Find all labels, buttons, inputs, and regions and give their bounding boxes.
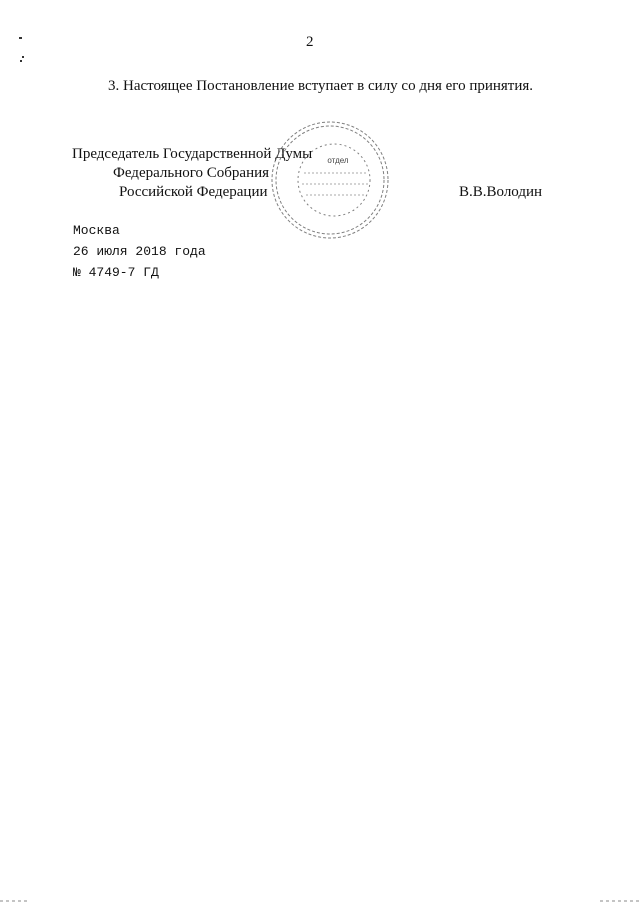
- signature-title-line-3: Российской Федерации: [119, 184, 268, 200]
- stamp-text: отдел: [327, 156, 349, 165]
- page-number: 2: [306, 34, 314, 50]
- scan-speck: [22, 56, 24, 58]
- scan-speck: [20, 60, 22, 62]
- signer-name: В.В.Володин: [459, 184, 543, 200]
- scan-edge-marks: [0, 899, 640, 903]
- scan-speck: [19, 37, 22, 39]
- city: Москва: [73, 223, 120, 238]
- document-number: № 4749-7 ГД: [73, 265, 159, 280]
- clause-text: 3. Настоящее Постановление вступает в силу со дня его принятия.: [108, 78, 534, 94]
- signature-title-line-1: Председатель Государственной Думы: [72, 146, 313, 162]
- date: 26 июля 2018 года: [73, 244, 206, 259]
- official-stamp: [268, 118, 392, 242]
- signature-title-line-2: Федерального Собрания: [113, 165, 270, 181]
